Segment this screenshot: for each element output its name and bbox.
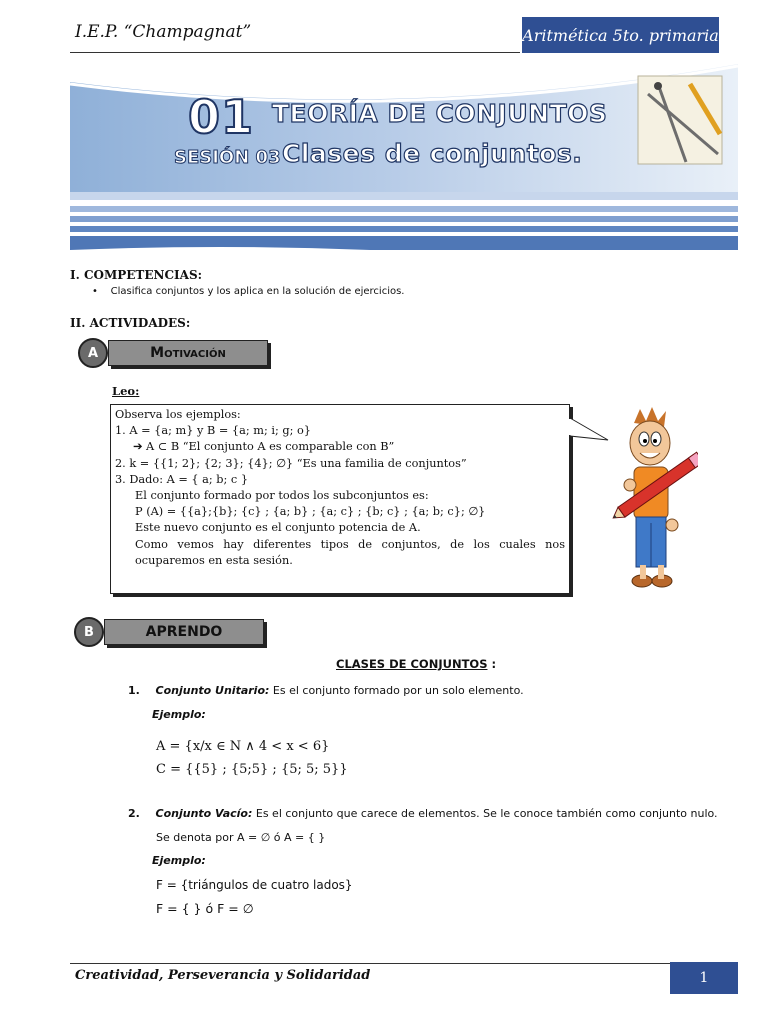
school-motto: Creatividad, Perseverancia y Solidaridad xyxy=(75,968,371,983)
motivacion-tab: Motivación xyxy=(108,340,268,366)
speech-line: 3. Dado: A = { a; b; c } xyxy=(115,472,249,486)
example-label: Ejemplo: xyxy=(152,854,206,867)
unit-title: TEORÍA DE CONJUNTOS xyxy=(272,99,608,128)
clases-title: CLASES DE CONJUNTOS : xyxy=(336,657,497,671)
example-line: F = { } ó F = ∅ xyxy=(156,901,254,916)
speech-line: P (A) = {{a};{b}; {c} ; {a; b} ; {a; c} ; {b; c} ; {a; b; c}; ∅} xyxy=(135,505,486,519)
competencia-item: • Clasifica conjuntos y los aplica en la solución de ejercicios. xyxy=(92,286,405,297)
speech-line: Observa los ejemplos: xyxy=(115,408,241,421)
boy-with-pencil-illustration xyxy=(606,405,698,605)
speech-line: El conjunto formado por todos los subconjuntos es: xyxy=(135,489,429,503)
section-b-badge: B xyxy=(74,617,104,647)
speech-line: Este nuevo conjunto es el conjunto potencia de A. xyxy=(135,521,421,535)
example-line: C = {{5} ; {5;5} ; {5; 5; 5}} xyxy=(156,762,348,777)
denote-line: Se denota por A = ∅ ó A = { } xyxy=(156,831,326,844)
example-line: F = {triángulos de cuatro lados} xyxy=(156,878,353,892)
clase-name: Conjunto Unitario: xyxy=(155,684,270,697)
clase-desc: Es el conjunto formado por un solo elemento. xyxy=(272,684,524,697)
session-title: Clases de conjuntos. xyxy=(282,139,583,168)
actividades-heading: II. ACTIVIDADES: xyxy=(70,316,191,330)
speech-line: 1. A = {a; m} y B = {a; m; i; g; o} xyxy=(115,424,311,438)
school-name: I.E.P. “Champagnat” xyxy=(75,22,252,42)
speech-bubble xyxy=(110,404,570,594)
footer-divider xyxy=(70,963,670,964)
clase-item-vacio: 2. Conjunto Vacío: Es el conjunto que carece de elementos. Se le conoce también como conjunto nulo. xyxy=(128,807,718,820)
clase-name: Conjunto Vacío: xyxy=(155,807,253,820)
section-a-badge: A xyxy=(78,338,108,368)
speech-line: Como vemos hay diferentes tipos de conjuntos, de los cuales nos ocuparemos en esta sesión. xyxy=(135,537,565,567)
session-label: SESIÓN 03 xyxy=(174,147,281,168)
example-label: Ejemplo: xyxy=(152,708,206,721)
unit-number: 01 xyxy=(188,90,255,144)
compass-illustration xyxy=(638,76,722,164)
subject-badge: Aritmética 5to. primaria xyxy=(522,17,719,53)
clase-item-unitario: 1. Conjunto Unitario: Es el conjunto formado por un solo elemento. xyxy=(128,684,524,697)
aprendo-tab: APRENDO xyxy=(104,619,264,645)
speech-line: ➔ A ⊂ B “El conjunto A es comparable con B” xyxy=(133,440,395,454)
competencias-heading: I. COMPETENCIAS: xyxy=(70,268,203,282)
page-number: 1 xyxy=(670,962,738,994)
header-divider xyxy=(70,52,520,53)
example-line: A = {x/x ∈ N ∧ 4 < x < 6} xyxy=(156,739,330,754)
bullet-icon: • xyxy=(92,286,98,297)
clase-desc: Es el conjunto que carece de elementos. Se le conoce también como conjunto nulo. xyxy=(255,807,718,820)
speaker-name: Leo: xyxy=(112,384,140,398)
speech-line: 2. k = {{1; 2}; {2; 3}; {4}; ∅} “Es una familia de conjuntos” xyxy=(115,456,467,470)
